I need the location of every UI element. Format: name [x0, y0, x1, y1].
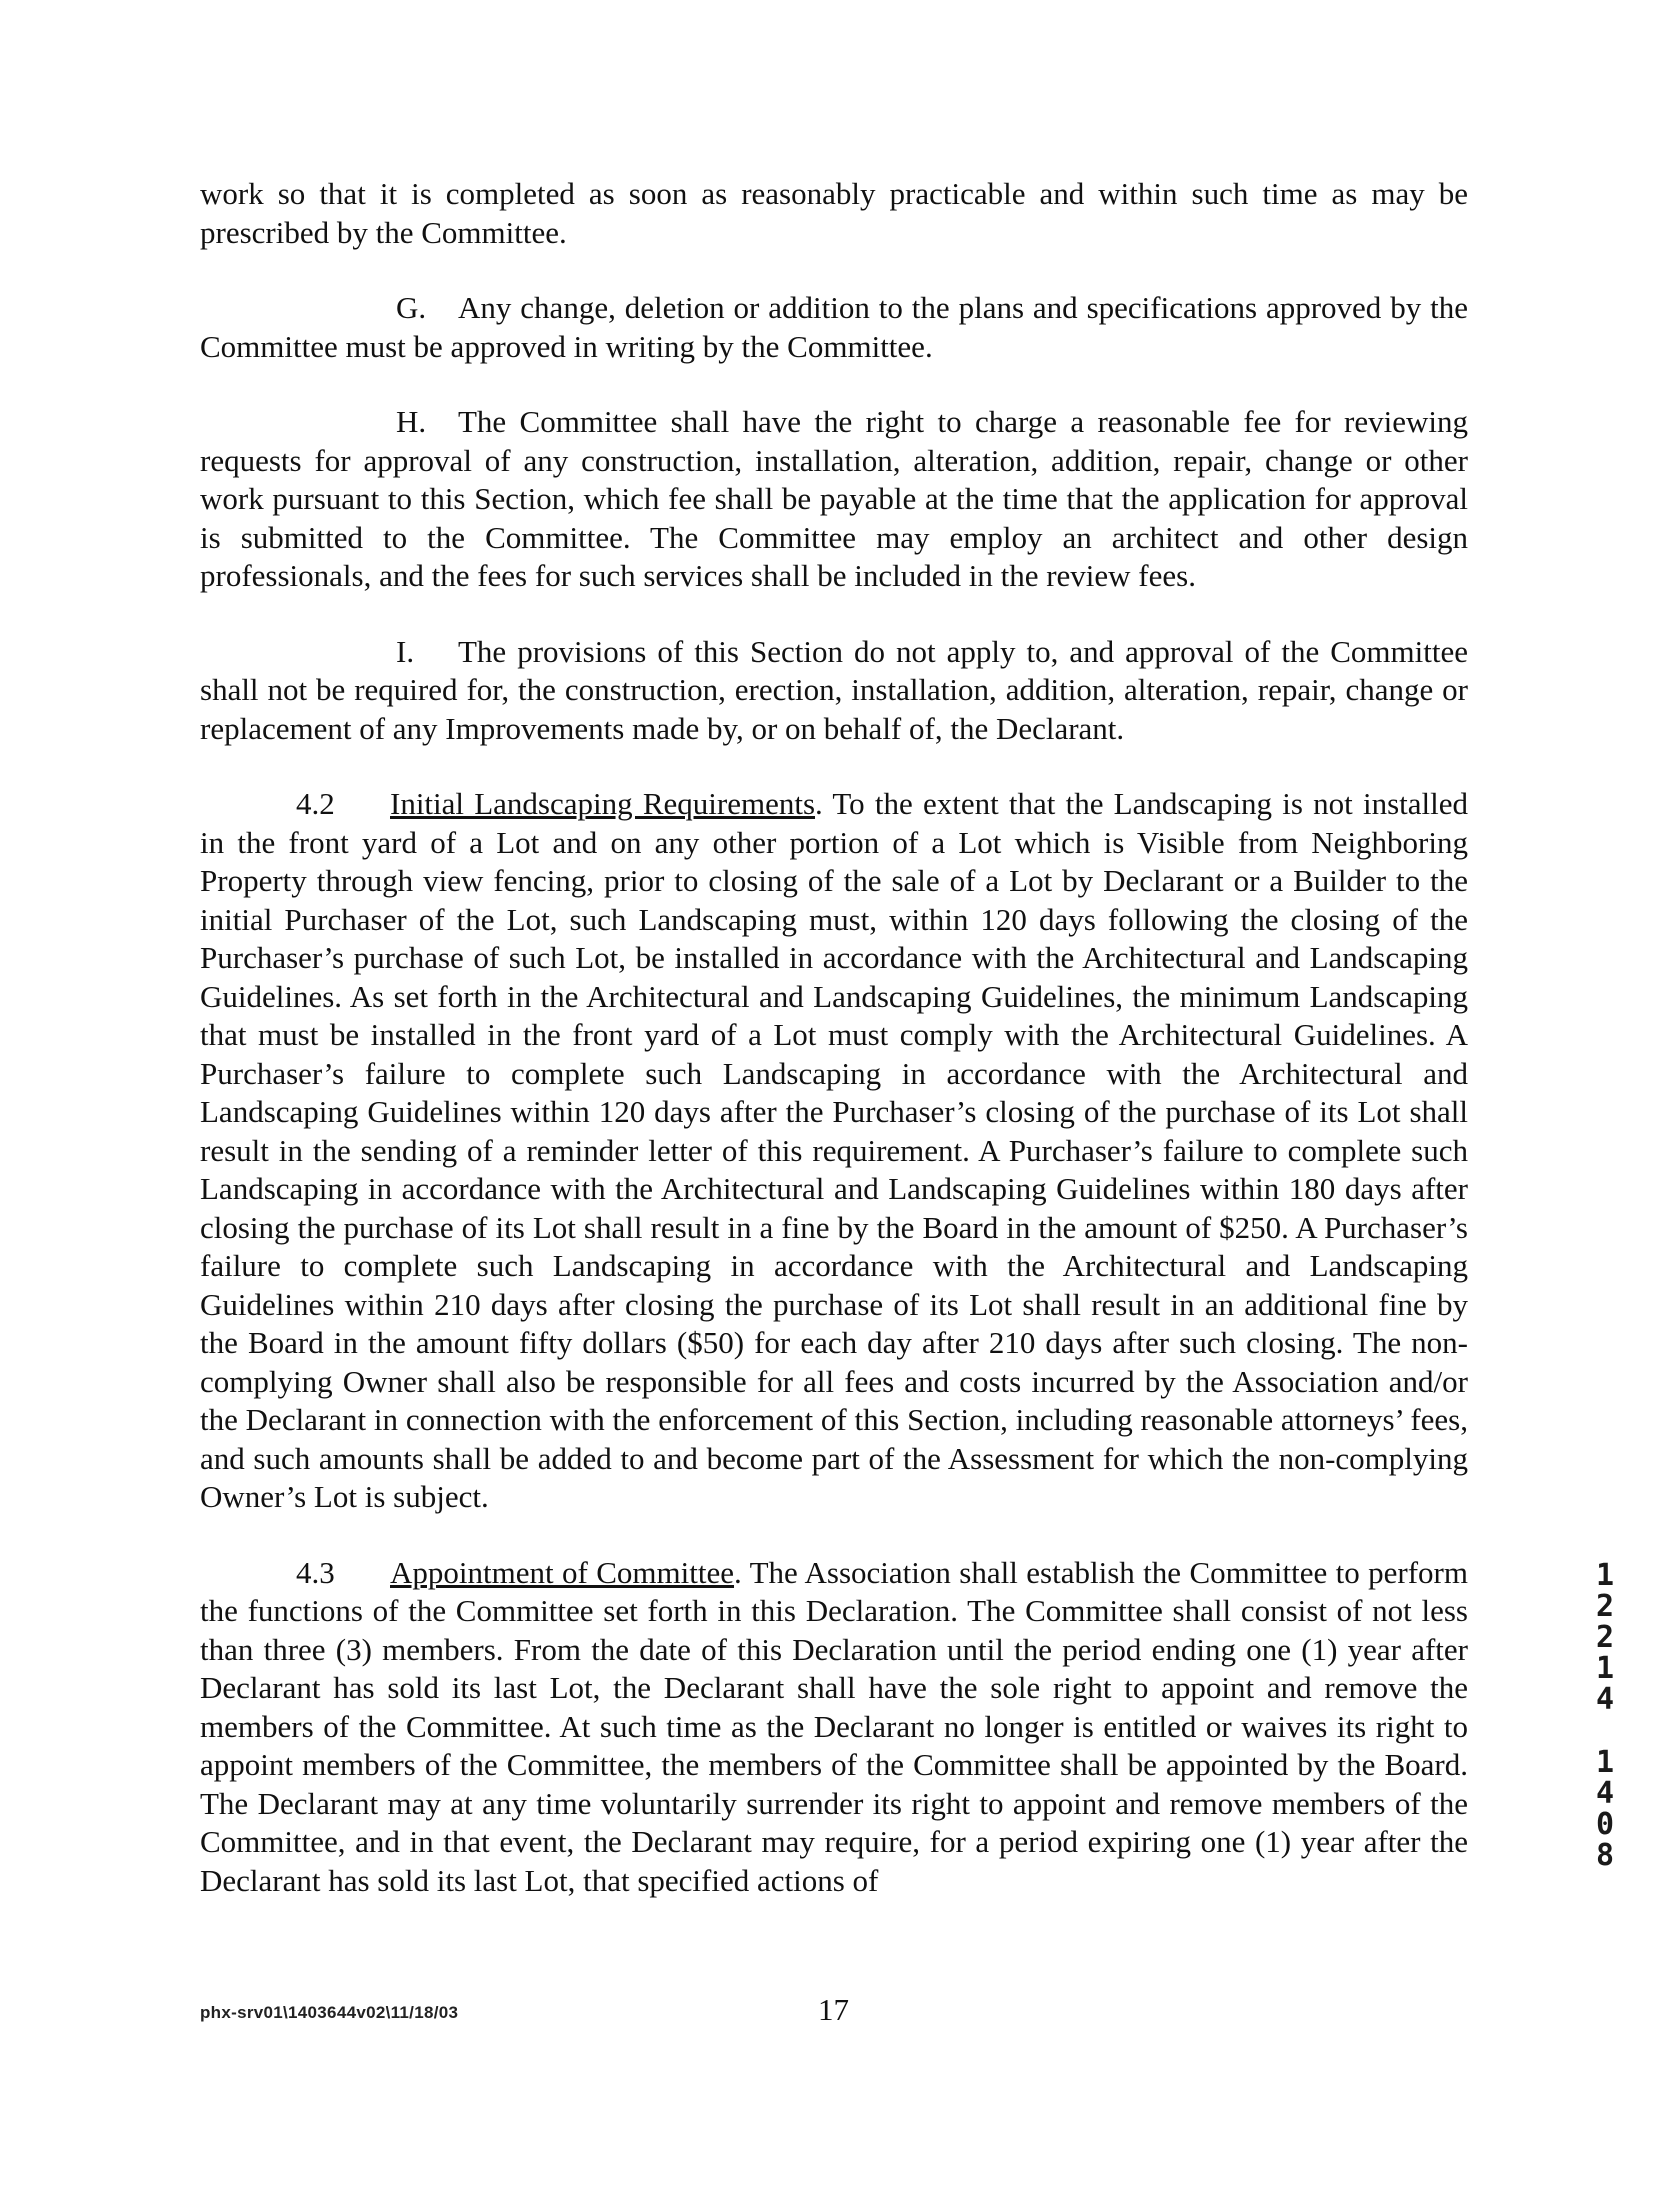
recording-number-stamp: [1585, 1560, 1625, 1871]
footer-file-id: phx-srv01\1403644v02\11/18/03: [200, 2003, 459, 2022]
stamp-digit: 1: [1595, 1558, 1615, 1593]
document-body: [200, 175, 1468, 1936]
paragraph-text: Any change, deletion or addition to the plans and specifications approved by the Committee must be approved in writing by the Committee.: [200, 290, 1468, 364]
stamp-spacer: [1585, 1715, 1625, 1747]
list-marker: H.: [396, 404, 427, 439]
paragraph-text: The Committee shall have the right to charge a reasonable fee for reviewing requests for approval of any construction, installation, alteration, addition, repair, change or other work pursuant to this Section, which fee shall be payable at the time that the application for approval is submitted to the Committee. The Committee may employ an architect and other design professionals, and the fees for such services shall be included in the review fees.: [200, 404, 1468, 593]
stamp-digit: 1: [1595, 1745, 1615, 1780]
stamp-digit: 2: [1595, 1589, 1615, 1624]
section-4-2: [200, 785, 1468, 1517]
stamp-digit: 8: [1595, 1838, 1615, 1873]
paragraph-text: work so that it is completed as soon as reasonably practicable and within such time as may be prescribed by the Committee.: [200, 176, 1468, 250]
section-4-3: [200, 1554, 1468, 1901]
stamp-digit: 1: [1595, 1651, 1615, 1686]
paragraph-continuation: [200, 175, 1468, 252]
section-heading: Appointment of Committee: [390, 1554, 735, 1590]
stamp-digit: 0: [1595, 1807, 1615, 1842]
paragraph-text: The provisions of this Section do not apply to, and approval of the Committee shall not be required for, the construction, erection, installation, addition, alteration, repair, change or replacement of any Improvements made by, or on behalf of, the Declarant.: [200, 633, 1468, 746]
paragraph-h: [200, 403, 1468, 596]
paragraph-text: . The Association shall establish the Committee to perform the functions of the Committee set forth in this Declaration. The Committee shall consist of not less than three (3) members. From the date of this Declaration until the period ending one (1) year after Declarant has sold its last Lot, the Declarant shall have the sole right to appoint and remove the members of the Committee. At such time as the Declarant no longer is entitled or waives its right to appoint members of the Committee, the members of the Committee shall be appointed by the Board. The Declarant may at any time voluntarily surrender its right to appoint and remove members of the Committee, and in that event, the Declarant may require, for a period expiring one (1) year after the Declarant has sold its last Lot, that specified actions of: [200, 1554, 1468, 1898]
section-number: 4.2: [296, 786, 335, 821]
stamp-digit: 4: [1595, 1776, 1615, 1811]
section-heading: Initial Landscaping Requirements: [390, 786, 816, 821]
list-marker: G.: [396, 290, 427, 325]
stamp-digit: 2: [1595, 1620, 1615, 1655]
stamp-digit: 4: [1595, 1682, 1615, 1717]
page-number: 17: [818, 1992, 849, 2027]
section-number: 4.3: [296, 1554, 335, 1590]
paragraph-text: . To the extent that the Landscaping is not installed in the front yard of a Lot and on any other portion of a Lot which is Visible from Neighboring Property through view fencing, prior to closing of the sale of a Lot by Declarant or a Builder to the initial Purchaser of the Lot, such Landscaping must, within 120 days following the closing of the Purchaser’s purchase of such Lot, be installed in accordance with the Architectural and Landscaping Guidelines. As set forth in the Architectural and Landscaping Guidelines, the minimum Landscaping that must be installed in the front yard of a Lot must comply with the Architectural Guidelines. A Purchaser’s failure to complete such Landscaping in accordance with the Architectural and Landscaping Guidelines within 120 days after the Purchaser’s closing of the purchase of its Lot shall result in the sending of a reminder letter of this requirement. A Purchaser’s failure to complete such Landscaping in accordance with the Architectural and Landscaping Guidelines within 180 days after closing the purchase of its Lot shall result in a fine by the Board in the amount of $250. A Purchaser’s failure to complete such Landscaping in accordance with the Architectural and Landscaping Guidelines within 210 days after closing the purchase of its Lot shall result in an additional fine by the Board in the amount fifty dollars ($50) for each day after 210 days after such closing. The non-complying Owner shall also be responsible for all fees and costs incurred by the Association and/or the Declarant in connection with the enforcement of this Section, including reasonable attorneys’ fees, and such amounts shall be added to and become part of the Assessment for which the non-complying Owner’s Lot is subject.: [200, 786, 1468, 1514]
paragraph-i: [200, 633, 1468, 749]
paragraph-g: [200, 289, 1468, 366]
list-marker: I.: [396, 633, 415, 669]
